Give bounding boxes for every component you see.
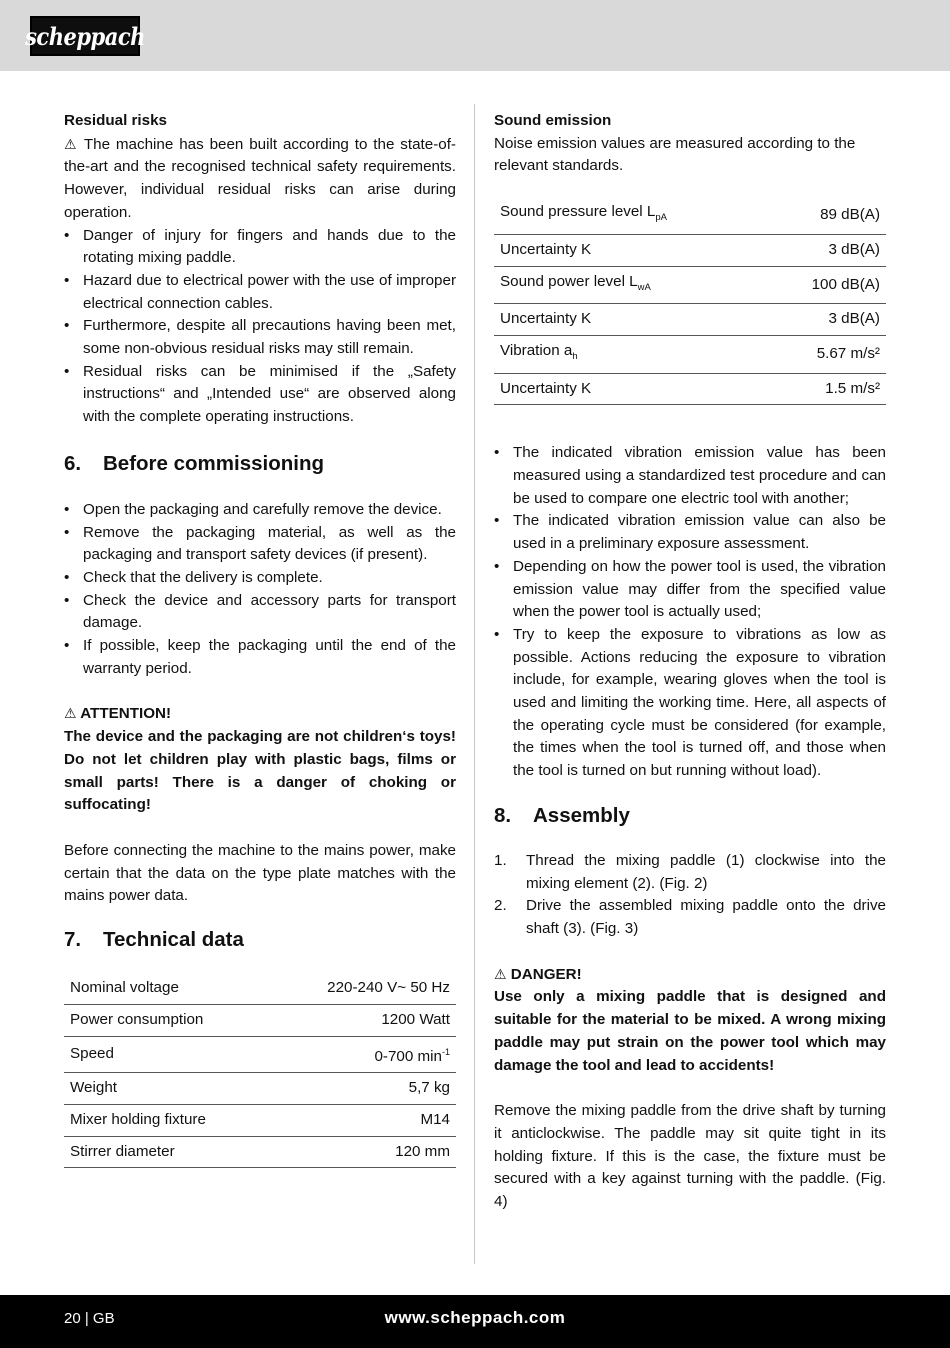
warning-triangle-icon: ⚠ [64,705,77,722]
sound-emission-heading: Sound emission [494,112,612,129]
row-value: M14 [269,1104,456,1136]
row-label: Uncertainty K [494,234,765,266]
section-title: Before commissioning [103,451,324,475]
list-item: • Hazard due to electrical power with the use of improper electrical connection cables. [64,270,456,315]
danger-label [494,963,886,987]
list-item: • Furthermore, despite all precautions having been met, some non-obvious residual risks may still remain. [64,315,456,360]
right-column [494,110,886,1214]
table-row [494,197,886,234]
section-7-heading [64,926,456,954]
mains-power-text: Before connecting the machine to the mains power, make certain that the data on the type plate matches with the mains power data. [64,841,456,905]
row-value: 1.5 m/s² [765,373,887,405]
attention-text: The device and the packaging are not children‘s toys! Do not let children play with plastic bags, films or small parts! There is a danger of choking or suffocating! [64,728,456,814]
list-item: • If possible, keep the packaging until the end of the warranty period. [64,635,456,680]
attention-label-text: ATTENTION! [80,705,172,723]
table-row [64,1073,456,1105]
list-item: • Check that the delivery is complete. [64,567,456,590]
sound-data-table [494,197,886,405]
row-value: 89 dB(A) [765,197,887,234]
attention-label [64,702,456,726]
page-number-value: 20 [64,1310,81,1327]
row-value [269,1036,456,1073]
section-number: 7. [64,928,82,952]
row-label: Speed [64,1036,269,1073]
section-number: 8. [494,803,512,827]
table-row [64,1136,456,1168]
list-item: • Remove the packaging material, as well as the packaging and transport safety devices (if present). [64,522,456,567]
row-value: 3 dB(A) [765,234,887,266]
table-row [494,304,886,336]
column-divider [474,104,475,1264]
label-text: Vibration a [500,341,573,359]
row-label [494,266,765,304]
section-title: Assembly [533,803,630,827]
list-item: • The indicated vibration emission value has been measured using a standardized test procedure and can be used to compare one electric tool with another; [494,442,886,510]
row-label: Stirrer diameter [64,1136,269,1168]
technical-data-table [64,973,456,1168]
warning-triangle-icon: ⚠ [494,965,507,982]
assembly-steps [494,850,886,941]
table-row [494,373,886,405]
residual-intro-text: The machine has been built according to the state-of-the-art and the recognised technical safety requirements. However, individual residual risks can arise during operation. [64,135,456,221]
section-title: Technical data [103,928,244,952]
list-item: • Depending on how the power tool is used, the vibration emission value may differ from the specified value when the power tool is actually used; [494,556,886,624]
step-number: 2. [494,897,507,915]
list-item [494,895,886,940]
page-number: 20 | GB [64,1310,115,1327]
label-text: Sound pressure level L [500,203,656,221]
row-value: 100 dB(A) [765,266,887,304]
list-item: • Try to keep the exposure to vibrations as low as possible. Actions reducing the exposure to vibration include, for example, wearing gloves when the tool is used and limiting the working time. Here, all aspects of the operating cycle must be considered (for example, the times when the tool is turned off, and those when the tool is turned on but running without load). [494,624,886,783]
page-header [0,0,950,71]
residual-risks-heading: Residual risks [64,112,167,129]
danger-label-text: DANGER! [510,965,582,983]
section-number: 6. [64,451,82,475]
list-item: • Danger of injury for fingers and hands due to the rotating mixing paddle. [64,225,456,270]
list-item: • Residual risks can be minimised if the „Safety instructions“ and „Intended use“ are observed along with the complete operating instructions. [64,361,456,429]
label-text: Sound power level L [500,272,638,290]
row-label: Uncertainty K [494,304,765,336]
list-item: • The indicated vibration emission value can also be used in a preliminary exposure assessment. [494,510,886,555]
row-value: 1200 Watt [269,1004,456,1036]
step-text: Drive the assembled mixing paddle onto the drive shaft (3). (Fig. 3) [526,897,886,937]
label-subscript: wA [637,281,651,293]
section-6-heading [64,450,456,478]
danger-text: Use only a mixing paddle that is designed and suitable for the material to be mixed. A wrong mixing paddle may put strain on the power tool which may damage the tool and lead to accidents! [494,988,886,1074]
table-row [494,234,886,266]
row-label: Power consumption [64,1004,269,1036]
row-label: Weight [64,1073,269,1105]
row-value: 220-240 V~ 50 Hz [269,973,456,1004]
step-number: 1. [494,851,507,869]
language-code: GB [92,1310,115,1327]
residual-risks-intro [64,133,456,225]
left-column [64,110,456,1168]
speed-value: 0-700 min [374,1047,442,1065]
row-value: 120 mm [269,1136,456,1168]
row-label: Nominal voltage [64,973,269,1004]
website-url[interactable]: www.scheppach.com [384,1308,566,1327]
table-row [494,335,886,373]
vibration-notes-list [494,442,886,783]
row-value: 3 dB(A) [765,304,887,336]
table-row [494,266,886,304]
table-row [64,1104,456,1136]
logo-text: scheppach [25,21,145,51]
table-row [64,973,456,1004]
warning-triangle-icon: ⚠ [64,135,79,152]
remove-paddle-text: Remove the mixing paddle from the drive shaft by turning it anticlockwise. The paddle may sit quite tight in its holding fixture. If this is the case, the fixture must be secured with a key against turning with the paddle. (Fig. 4) [494,1102,886,1211]
row-value: 5.67 m/s² [765,335,887,373]
row-label [494,335,765,373]
page-footer [0,1295,950,1348]
speed-exponent: -1 [441,1046,450,1057]
table-row [64,1004,456,1036]
label-subscript: pA [655,212,667,224]
row-label [494,197,765,234]
step-text: Thread the mixing paddle (1) clockwise into the mixing element (2). (Fig. 2) [526,851,886,892]
row-label: Mixer holding fixture [64,1104,269,1136]
section-8-heading [494,802,886,830]
label-subscript: h [572,350,578,362]
scheppach-logo [25,16,145,56]
row-value: 5,7 kg [269,1073,456,1105]
list-item: • Open the packaging and carefully remove the device. [64,499,456,522]
table-row [64,1036,456,1073]
list-item: • Check the device and accessory parts for transport damage. [64,590,456,635]
sound-emission-intro: Noise emission values are measured according to the relevant standards. [494,134,856,175]
residual-risks-list [64,225,456,429]
commissioning-list [64,499,456,681]
list-item [494,850,886,895]
row-label: Uncertainty K [494,373,765,405]
